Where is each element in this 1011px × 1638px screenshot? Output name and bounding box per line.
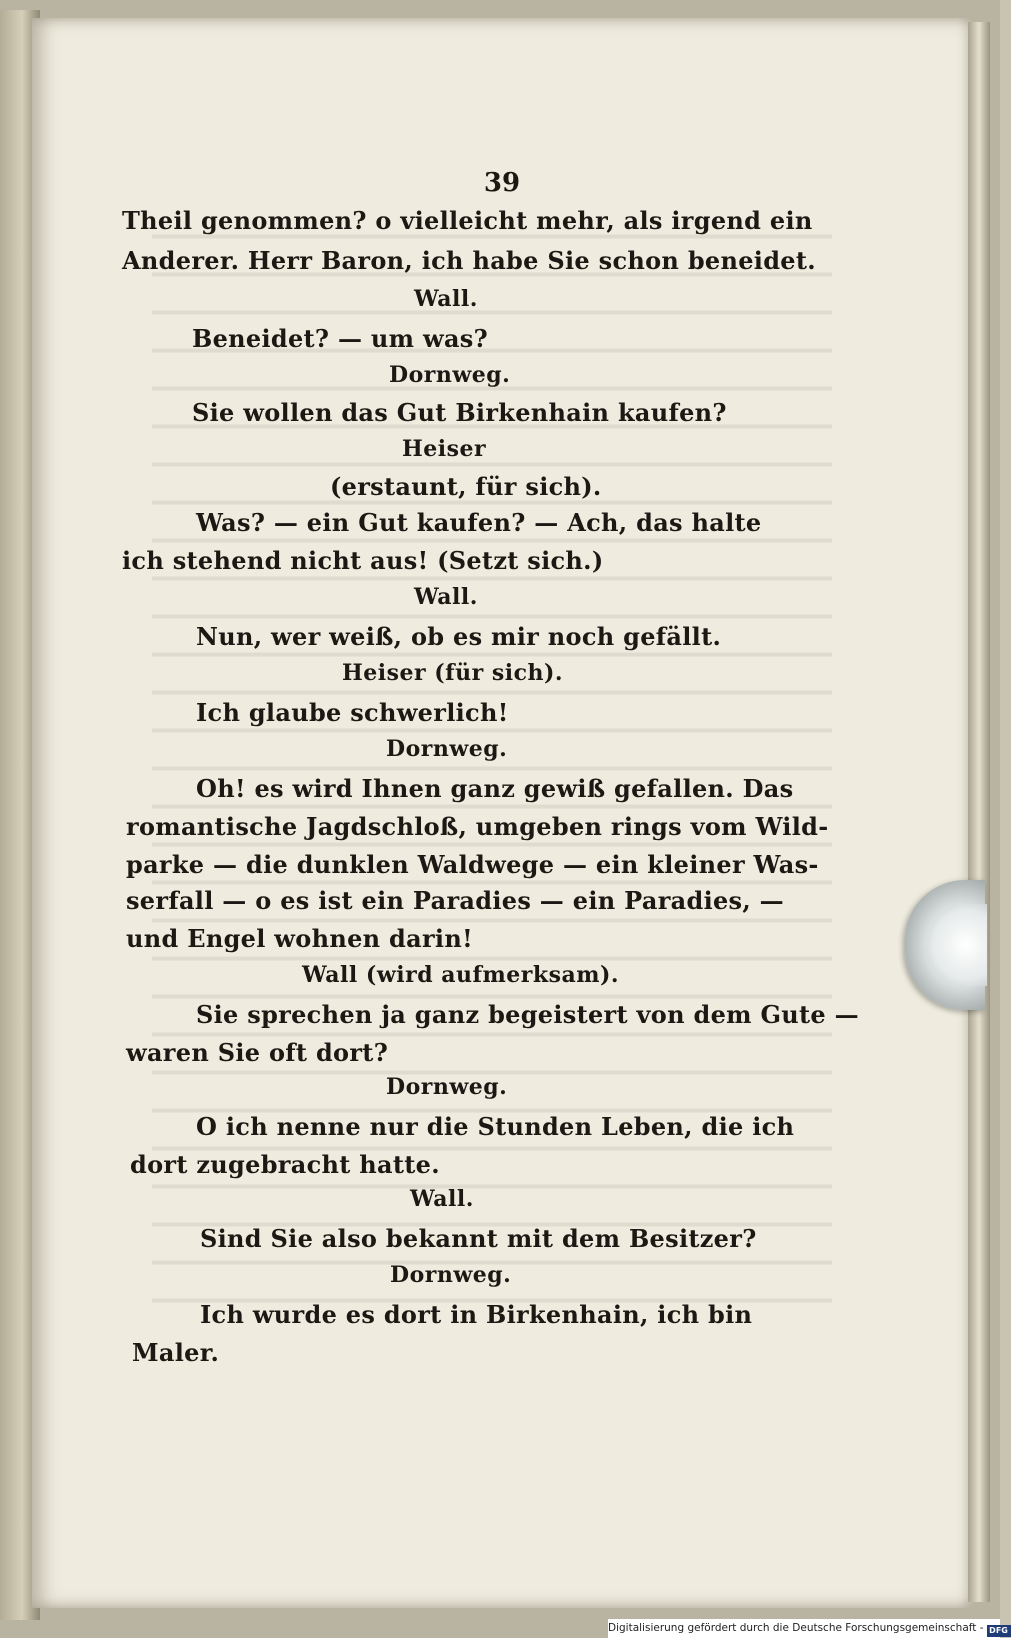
text-line: Oh! es wird Ihnen ganz gewiß gefallen. Das xyxy=(196,774,794,803)
text-line: serfall — o es ist ein Paradies — ein Paradies, — xyxy=(126,886,784,915)
text-line: parke — die dunklen Waldwege — ein kleiner Was- xyxy=(126,850,819,879)
text-line: Ich glaube schwerlich! xyxy=(196,698,509,727)
speaker-name: Wall. xyxy=(414,584,478,610)
speaker-name: Dornweg. xyxy=(386,736,508,762)
speaker-name: Dornweg. xyxy=(390,1262,512,1288)
text-line: O ich nenne nur die Stunden Leben, die ich xyxy=(196,1112,795,1141)
text-line: waren Sie oft dort? xyxy=(126,1038,389,1067)
text-line: Theil genommen? o vielleicht mehr, als irgend ein xyxy=(122,206,813,235)
text-line: Nun, wer weiß, ob es mir noch gefällt. xyxy=(196,622,722,651)
speaker-name: Dornweg. xyxy=(389,362,511,388)
text-line: Ich wurde es dort in Birkenhain, ich bin xyxy=(200,1300,753,1329)
page-stack-edge xyxy=(968,22,990,1602)
speaker-name: Wall (wird aufmerksam). xyxy=(302,962,620,988)
text-line: Anderer. Herr Baron, ich habe Sie schon beneidet. xyxy=(122,246,816,275)
dfg-logo: DFG xyxy=(987,1625,1011,1637)
speaker-name: Wall. xyxy=(414,286,478,312)
text-line: Sie sprechen ja ganz begeistert von dem Gute — xyxy=(196,1000,859,1029)
speaker-name: Heiser (für sich). xyxy=(342,660,564,686)
text-line: Was? — ein Gut kaufen? — Ach, das halte xyxy=(196,508,762,537)
text-line: Sind Sie also bekannt mit dem Besitzer? xyxy=(200,1224,757,1253)
footer-credit: Digitalisierung gefördert durch die Deutsche Forschungsgemeinschaft - xyxy=(608,1622,984,1634)
text-line: dort zugebracht hatte. xyxy=(130,1150,440,1179)
stage-direction: (erstaunt, für sich). xyxy=(330,472,602,501)
speaker-name: Wall. xyxy=(410,1186,474,1212)
text-line: romantische Jagdschloß, umgeben rings vom Wild- xyxy=(126,812,829,841)
digitization-footer xyxy=(608,1619,1008,1638)
text-line: Maler. xyxy=(132,1338,220,1367)
paper-clip-inner xyxy=(927,904,987,986)
speaker-name: Dornweg. xyxy=(386,1074,508,1100)
text-line: Beneidet? — um was? xyxy=(192,324,488,353)
text-line: Sie wollen das Gut Birkenhain kaufen? xyxy=(192,398,727,427)
page-number: 39 xyxy=(483,168,521,198)
text-line: und Engel wohnen darin! xyxy=(126,924,473,953)
book-page xyxy=(32,18,972,1608)
speaker-name: Heiser xyxy=(402,436,487,462)
text-line: ich stehend nicht aus! (Setzt sich.) xyxy=(122,546,604,575)
